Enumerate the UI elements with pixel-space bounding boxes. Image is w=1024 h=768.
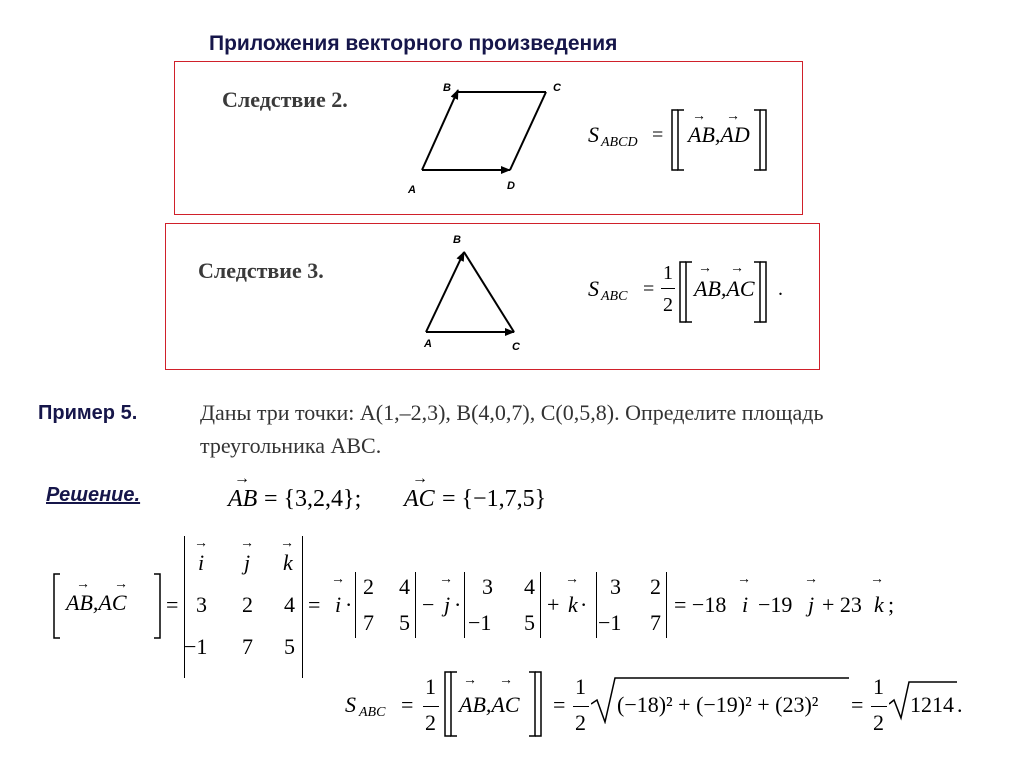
consequence-3-heading: Следствие 3.	[198, 258, 324, 283]
side-ab-arrow	[426, 252, 464, 332]
point-a-label: A	[408, 184, 416, 196]
minor-j: 3 4 −1 5	[464, 570, 542, 640]
example-task-line-2: треугольника ABC.	[200, 433, 382, 458]
svg-text:→: →	[692, 109, 706, 124]
triangle-area-result: S ABC = 1 2 → → AB,AC = 1 2 (−18)² + (−19)² + (23)² = 1 2 1214 .	[345, 673, 963, 735]
side-cd	[510, 92, 546, 170]
svg-text:→: →	[730, 261, 744, 276]
svg-text:→: →	[726, 109, 740, 124]
vector-ab-definition: → AB = {3,2,4};	[228, 470, 362, 512]
svg-text:→: →	[499, 673, 513, 688]
side-ab-arrow	[422, 90, 458, 170]
svg-text:→: →	[463, 673, 477, 688]
parallelogram-figure	[400, 78, 580, 198]
point-a-label: A	[424, 338, 432, 350]
area-triangle-formula: S ABC = 1 2 → → AB,AC .	[588, 262, 798, 330]
cross-product-computation: → → AB,AC = → i → j → k 3 2 4 −1 7 5 = → i · 2 4 7 5 − → j · 3 4 −1 5 + → k · 3 2 −1 7 = −18 → i −19 → j + 23 → k ;	[50, 532, 950, 682]
example-task-line-1: Даны три точки: A(1,–2,3), B(4,0,7), C(0,5,8). Определите площадь	[200, 400, 824, 425]
vector-ac-definition: → AC = {−1,7,5}	[404, 470, 547, 512]
area-parallelogram-formula: S ABCD = → → AB,AD	[588, 108, 788, 178]
svg-text:→: →	[114, 577, 128, 592]
example-label: Пример 5.	[38, 402, 138, 424]
minor-k: 3 2 −1 7	[596, 570, 668, 640]
solution-label: Решение.	[46, 484, 141, 506]
point-c-label: C	[553, 82, 561, 94]
example-task	[200, 396, 1000, 462]
svg-text:→: →	[76, 577, 90, 592]
determinant-3x3: → i → j → k 3 2 4 −1 7 5	[184, 532, 304, 682]
point-c-label: C	[512, 341, 520, 353]
point-b-label: B	[453, 234, 461, 246]
triangle-figure	[410, 240, 530, 345]
point-b-label: B	[443, 82, 451, 94]
page-title: Приложения векторного произведения	[209, 32, 618, 55]
point-d-label: D	[507, 180, 515, 192]
side-bc	[464, 252, 514, 332]
consequence-2-heading: Следствие 2.	[222, 87, 348, 112]
minor-i: 2 4 7 5	[355, 570, 417, 640]
svg-text:→: →	[698, 261, 712, 276]
